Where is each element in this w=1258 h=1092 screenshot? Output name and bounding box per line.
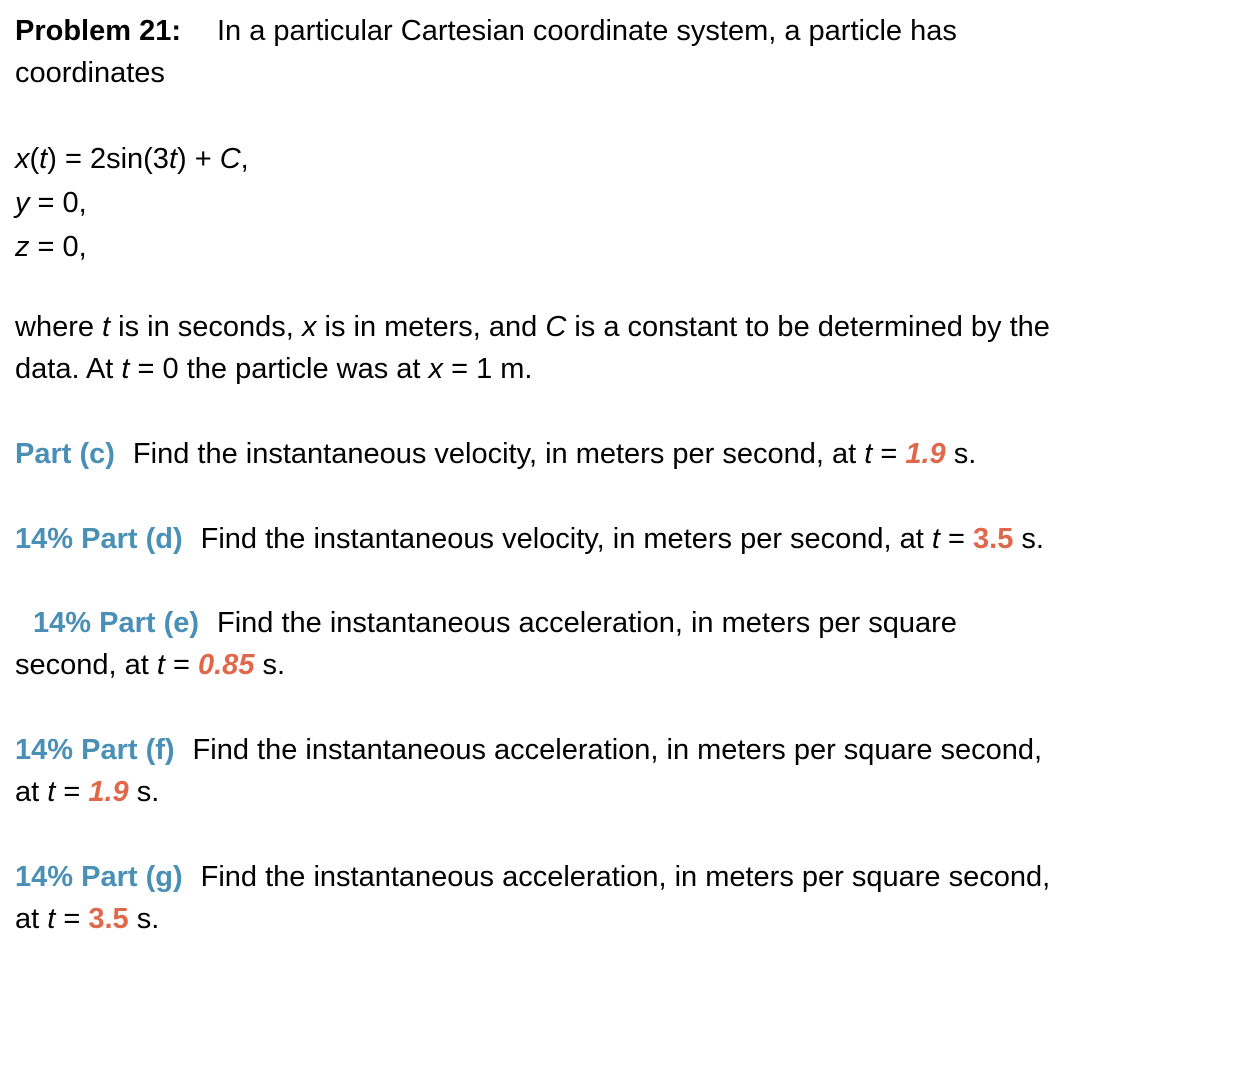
context-paragraph: where t is in seconds, x is in meters, and C is a constant to be determined by the data. At t = 0 the particle was at x = 1 m. (15, 311, 1050, 385)
problem-intro-line1: In a particular Cartesian coordinate system, a particle has (217, 15, 957, 47)
equations-block (15, 137, 1198, 269)
part-d: 14% Part (d) Find the instantaneous velocity, in meters per second, at t = 3.5 s. (15, 523, 1044, 555)
part-c-value: 1.9 (905, 438, 946, 470)
part-d-value: 3.5 (973, 523, 1014, 555)
problem-header (15, 10, 1198, 94)
part-g: 14% Part (g) Find the instantaneous acceleration, in meters per square second, at t = 3.5 s. (15, 861, 1051, 935)
equation-z: z = 0, (15, 231, 87, 263)
part-e-label[interactable]: 14% Part (e) (33, 607, 200, 639)
part-g-value: 3.5 (88, 903, 129, 935)
part-e: 14% Part (e) Find the instantaneous acceleration, in meters per square second, at t = 0.85 s. (15, 607, 957, 681)
equation-x: x(t) = 2sin(3t) + C, (15, 143, 249, 175)
problem-intro-line2: coordinates (15, 57, 165, 89)
part-c: Part (c) Find the instantaneous velocity, in meters per second, at t = 1.9 s. (15, 438, 977, 470)
equation-y: y = 0, (15, 187, 87, 219)
part-g-label[interactable]: 14% Part (g) (15, 861, 183, 893)
part-d-label[interactable]: 14% Part (d) (15, 523, 183, 555)
part-f-value: 1.9 (88, 776, 129, 808)
part-f-label[interactable]: 14% Part (f) (15, 734, 175, 766)
problem-label: Problem 21: (15, 15, 181, 47)
part-e-value: 0.85 (198, 649, 255, 681)
part-f: 14% Part (f) Find the instantaneous acceleration, in meters per square second, at t = 1.9 s. (15, 734, 1043, 808)
part-c-label[interactable]: Part (c) (15, 438, 115, 470)
